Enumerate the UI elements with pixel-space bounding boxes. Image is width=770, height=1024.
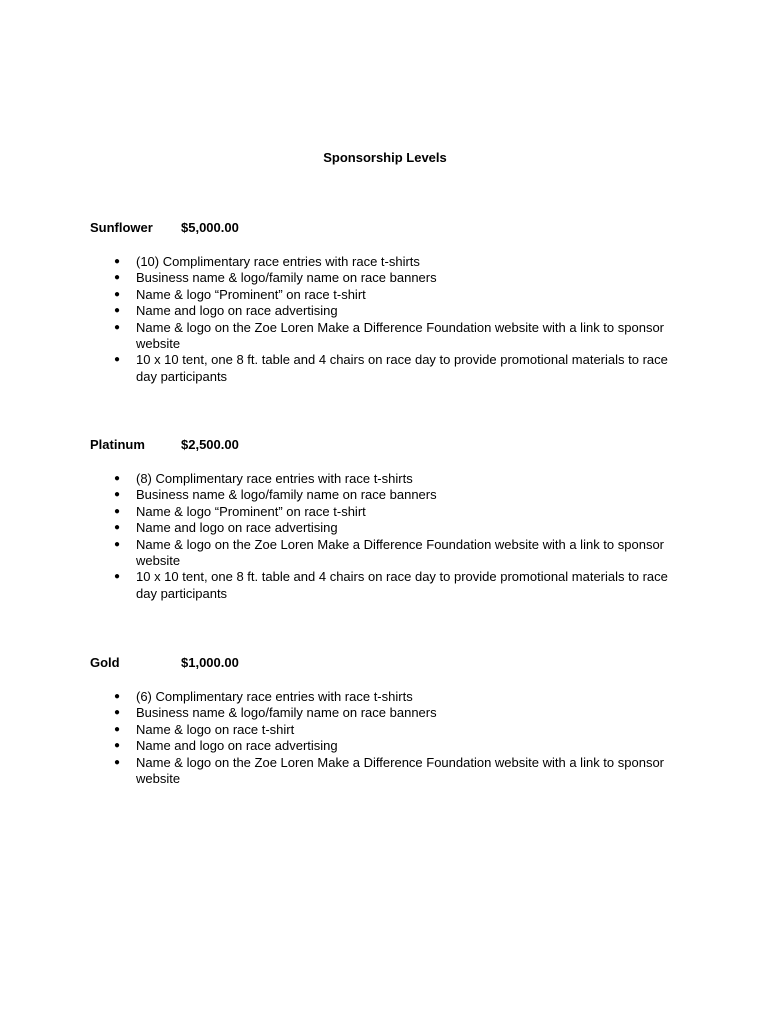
benefit-text: Name & logo on race t-shirt xyxy=(136,721,295,737)
bullet-icon: ● xyxy=(114,740,121,752)
benefit-text: Name and logo on race advertising xyxy=(136,520,338,536)
page-title: Sponsorship Levels xyxy=(323,150,447,165)
bullet-icon: ● xyxy=(114,272,121,284)
benefits-list xyxy=(90,254,690,385)
level-price: $5,000.00 xyxy=(181,220,239,235)
benefit-item xyxy=(90,738,686,754)
bullet-icon: ● xyxy=(114,522,121,534)
level-heading xyxy=(90,220,690,236)
benefit-item xyxy=(90,270,686,286)
bullet-icon: ● xyxy=(114,354,121,366)
level-price: $2,500.00 xyxy=(181,437,239,452)
benefit-item xyxy=(90,705,686,721)
benefit-text: 10 x 10 tent, one 8 ft. table and 4 chairs on race day to provide promotional materials to race day participants xyxy=(136,569,668,601)
bullet-icon: ● xyxy=(114,571,121,583)
benefit-text: Name & logo “Prominent” on race t-shirt xyxy=(136,286,366,302)
benefit-item xyxy=(90,352,686,385)
bullet-icon: ● xyxy=(114,256,121,267)
benefit-item xyxy=(90,504,686,520)
benefit-text: (8) Complimentary race entries with race t-shirts xyxy=(136,471,413,486)
bullet-icon: ● xyxy=(114,756,121,768)
benefit-text: Name & logo on the Zoe Loren Make a Difference Foundation website with a link to sponsor website xyxy=(136,754,665,787)
sponsorship-level-gold xyxy=(90,655,690,787)
benefit-text: Name & logo on the Zoe Loren Make a Difference Foundation website with a link to sponsor website xyxy=(136,319,665,352)
benefit-item xyxy=(90,254,686,270)
benefit-text: Business name & logo/family name on race banners xyxy=(136,487,437,503)
bullet-icon: ● xyxy=(114,691,121,702)
benefit-item xyxy=(90,471,686,487)
bullet-icon: ● xyxy=(114,305,121,317)
benefit-text: (10) Complimentary race entries with race t-shirts xyxy=(136,254,420,269)
benefit-item xyxy=(90,689,686,705)
level-name: Sunflower xyxy=(90,220,153,235)
benefit-text: Business name & logo/family name on race banners xyxy=(136,705,437,721)
benefits-list xyxy=(90,471,690,602)
bullet-icon: ● xyxy=(114,489,121,501)
benefit-text: Name and logo on race advertising xyxy=(136,303,338,319)
benefit-item xyxy=(90,320,686,353)
benefit-text: Name & logo on the Zoe Loren Make a Difference Foundation website with a link to sponsor website xyxy=(136,536,665,569)
benefit-item xyxy=(90,287,686,303)
bullet-icon: ● xyxy=(114,707,121,719)
benefit-item xyxy=(90,520,686,536)
level-heading xyxy=(90,655,690,671)
level-name: Gold xyxy=(90,655,120,670)
benefit-item xyxy=(90,569,686,602)
benefit-item xyxy=(90,755,686,788)
bullet-icon: ● xyxy=(114,538,121,550)
benefit-text: 10 x 10 tent, one 8 ft. table and 4 chairs on race day to provide promotional materials to race day participants xyxy=(136,352,668,384)
benefit-text: Name and logo on race advertising xyxy=(136,738,338,754)
benefits-list xyxy=(90,689,690,787)
benefit-item xyxy=(90,303,686,319)
bullet-icon: ● xyxy=(114,321,121,333)
level-heading xyxy=(90,437,690,453)
level-price: $1,000.00 xyxy=(181,655,239,670)
bullet-icon: ● xyxy=(114,473,121,484)
bullet-icon: ● xyxy=(114,505,121,517)
level-name: Platinum xyxy=(90,437,145,452)
sponsorship-level-sunflower xyxy=(90,220,690,385)
sponsorship-level-platinum xyxy=(90,437,690,602)
bullet-icon: ● xyxy=(114,723,121,735)
benefit-item xyxy=(90,537,686,570)
benefit-text: (6) Complimentary race entries with race t-shirts xyxy=(136,689,413,704)
benefit-text: Business name & logo/family name on race banners xyxy=(136,270,437,286)
bullet-icon: ● xyxy=(114,288,121,300)
benefit-text: Name & logo “Prominent” on race t-shirt xyxy=(136,503,366,519)
benefit-item xyxy=(90,722,686,738)
benefit-item xyxy=(90,487,686,503)
